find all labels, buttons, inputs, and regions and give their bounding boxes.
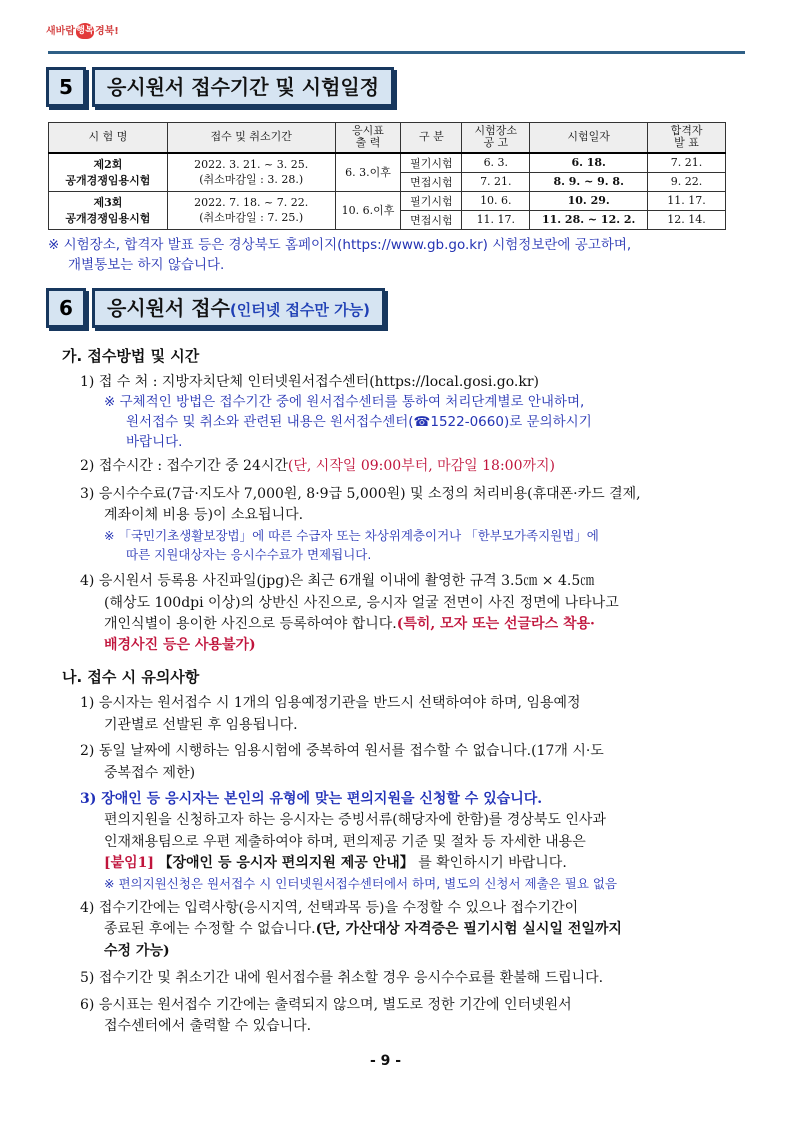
section-5-number: 5 (46, 67, 86, 107)
a3-line2: 계좌이체 비용 등)이 소요됩니다. (104, 507, 304, 523)
exam-name-cell: 제3회 공개경쟁임용시험 (49, 191, 168, 229)
period-cell: 2022. 3. 21. ~ 3. 25. (취소마감일 : 3. 28.) (167, 153, 335, 192)
header-divider (48, 51, 745, 54)
type-cell: 면접시험 (401, 172, 462, 191)
b4-line3: 수정 가능) (104, 943, 170, 959)
type-cell: 면접시험 (401, 210, 462, 229)
b3-note: ※ 편의지원신청은 원서접수 시 인터넷원서접수센터에서 하며, 별도의 신청서 제출은 필요 없음 (104, 876, 618, 891)
table-row (49, 191, 726, 210)
logo-text-right: 경북! (94, 26, 119, 37)
venue-cell: 10. 6. (462, 191, 530, 210)
b3-line3: 인재채용팀으로 우편 제출하여야 하며, 편의제공 기준 및 절차 등 자세한 내용은 (104, 834, 586, 850)
type-cell: 필기시험 (401, 153, 462, 173)
a1-note-line2: 원서접수 및 취소와 관련된 내용은 원서접수센터(☎1522-0660)로 문의하시기 (126, 414, 592, 430)
a3-note-line2: 따른 지원대상자는 응시수수료가 면제됩니다. (126, 547, 372, 562)
header-period: 접수 및 취소기간 (167, 123, 335, 153)
a4-line4: 배경사진 등은 사용불가) (104, 637, 256, 653)
result-cell: 11. 17. (648, 191, 726, 210)
result-cell: 7. 21. (648, 153, 726, 173)
attachment-ref: [붙임1] (104, 855, 155, 871)
a4-warning: (특히, 모자 또는 선글라스 착용· (396, 616, 595, 632)
b3-line1: 3) 장애인 등 응시자는 본인의 유형에 맞는 편의지원을 신청할 수 있습니다. (80, 791, 543, 807)
header-type: 구 분 (401, 123, 462, 153)
logo-text-left: 새바람 (46, 26, 75, 37)
a2-time-note: (단, 시작일 09:00부터, 마감일 18:00까지) (287, 458, 556, 474)
a2-text: 2) 접수시간 : 접수기간 중 24시간(단, 시작일 09:00부터, 마감일 18:00까지) (80, 458, 556, 474)
section-5-title: 응시원서 접수기간 및 시험일정 (92, 67, 394, 107)
section-6-title-sub: (인터넷 접수만 가능) (229, 301, 370, 319)
subsection-a-heading: 가. 접수방법 및 시간 (62, 347, 200, 365)
logo (46, 22, 119, 39)
b6-line1: 6) 응시표는 원서접수 기간에는 출력되지 않으며, 별도로 정한 기간에 인터넷원서 (80, 997, 572, 1013)
header-exam-name: 시 험 명 (49, 123, 168, 153)
header-date: 시험일자 (530, 123, 648, 153)
table-row (49, 153, 726, 173)
b4-line2: 종료된 후에는 수정할 수 없습니다.(단, 가산대상 자격증은 필기시험 실시일 전일까지 (104, 921, 622, 937)
schedule-note-line1: ※ 시험장소, 합격자 발표 등은 경상북도 홈페이지(https://www.gb.go.kr) 시험정보란에 공고하며, (48, 237, 632, 253)
a4-line1: 4) 응시원서 등록용 사진파일(jpg)은 최근 6개월 이내에 촬영한 규격 3.5㎝ × 4.5㎝ (80, 573, 595, 589)
date-cell: 11. 28. ~ 12. 2. (530, 210, 648, 229)
type-cell: 필기시험 (401, 191, 462, 210)
venue-cell: 6. 3. (462, 153, 530, 173)
b3-line4: [붙임1] 【장애인 등 응시자 편의지원 제공 안내】 를 확인하시기 바랍니다. (104, 855, 567, 871)
a3-note-line1: ※ 「국민기초생활보장법」에 따른 수급자 또는 차상위계층이거나 「한부모가족지원법」에 (104, 528, 599, 543)
a3-line1: 3) 응시수수료(7급·지도사 7,000원, 8·9급 5,000원) 및 소정의 처리비용(휴대폰·카드 결제, (80, 486, 641, 502)
venue-cell: 11. 17. (462, 210, 530, 229)
result-cell: 9. 22. (648, 172, 726, 191)
page-number: - 9 - (370, 1053, 402, 1069)
ticket-cell: 6. 3.이후 (335, 153, 401, 192)
a1-note-line1: ※ 구체적인 방법은 접수기간 중에 원서접수센터를 통하여 처리단계별로 안내하며, (104, 394, 585, 410)
schedule-note-line2: 개별통보는 하지 않습니다. (68, 257, 225, 273)
attachment-title: 【장애인 등 응시자 편의지원 제공 안내】 (158, 855, 414, 871)
date-cell: 8. 9. ~ 9. 8. (530, 172, 648, 191)
b4-exception: (단, 가산대상 자격증은 필기시험 실시일 전일까지 (315, 921, 622, 937)
section-6-title (92, 288, 385, 328)
b1-line2: 기관별로 선발된 후 임용됩니다. (104, 717, 298, 733)
a1-note-line3: 바랍니다. (126, 434, 183, 450)
result-cell: 12. 14. (648, 210, 726, 229)
date-cell: 10. 29. (530, 191, 648, 210)
b2-line1: 2) 동일 날짜에 시행하는 임용시험에 중복하여 원서를 접수할 수 없습니다.(17개 시·도 (80, 743, 604, 759)
b6-line2: 접수센터에서 출력할 수 있습니다. (104, 1018, 312, 1034)
a4-line2: (해상도 100dpi 이상)의 상반신 사진으로, 응시자 얼굴 전면이 사진 정면에 나타나고 (104, 595, 619, 611)
table-header-row (49, 123, 726, 153)
b1-line1: 1) 응시자는 원서접수 시 1개의 임용예정기관을 반드시 선택하여야 하며, 임용예정 (80, 695, 581, 711)
venue-cell: 7. 21. (462, 172, 530, 191)
b2-line2: 중복접수 제한) (104, 765, 196, 781)
period-cell: 2022. 7. 18. ~ 7. 22. (취소마감일 : 7. 25.) (167, 191, 335, 229)
header-ticket: 응시표 출 력 (335, 123, 401, 153)
section-6-title-main: 응시원서 접수 (107, 296, 230, 320)
exam-schedule-table (48, 122, 726, 230)
section-6-number: 6 (46, 288, 86, 328)
date-cell: 6. 18. (530, 153, 648, 173)
b5-text: 5) 접수기간 및 취소기간 내에 원서접수를 취소할 경우 응시수수료를 환불해 드립니다. (80, 970, 604, 986)
b3-line2: 편의지원을 신청하고자 하는 응시자는 증빙서류(해당자에 한함)를 경상북도 인사과 (104, 812, 606, 828)
exam-name-cell: 제2회 공개경쟁임용시험 (49, 153, 168, 192)
b4-line1: 4) 접수기간에는 입력사항(응시지역, 선택과목 등)을 수정할 수 있으나 접수기간이 (80, 900, 579, 916)
a4-line3: 개인식별이 용이한 사진으로 등록하여야 합니다.(특히, 모자 또는 선글라스 착용· (104, 616, 595, 632)
header-venue: 시험장소 공 고 (462, 123, 530, 153)
subsection-b-heading: 나. 접수 시 유의사항 (62, 668, 200, 686)
header-result: 합격자 발 표 (648, 123, 726, 153)
heart-icon: 행복 (76, 23, 94, 39)
ticket-cell: 10. 6.이후 (335, 191, 401, 229)
a1-text: 1) 접 수 처 : 지방자치단체 인터넷원서접수센터(https://local.gosi.go.kr) (80, 374, 540, 390)
